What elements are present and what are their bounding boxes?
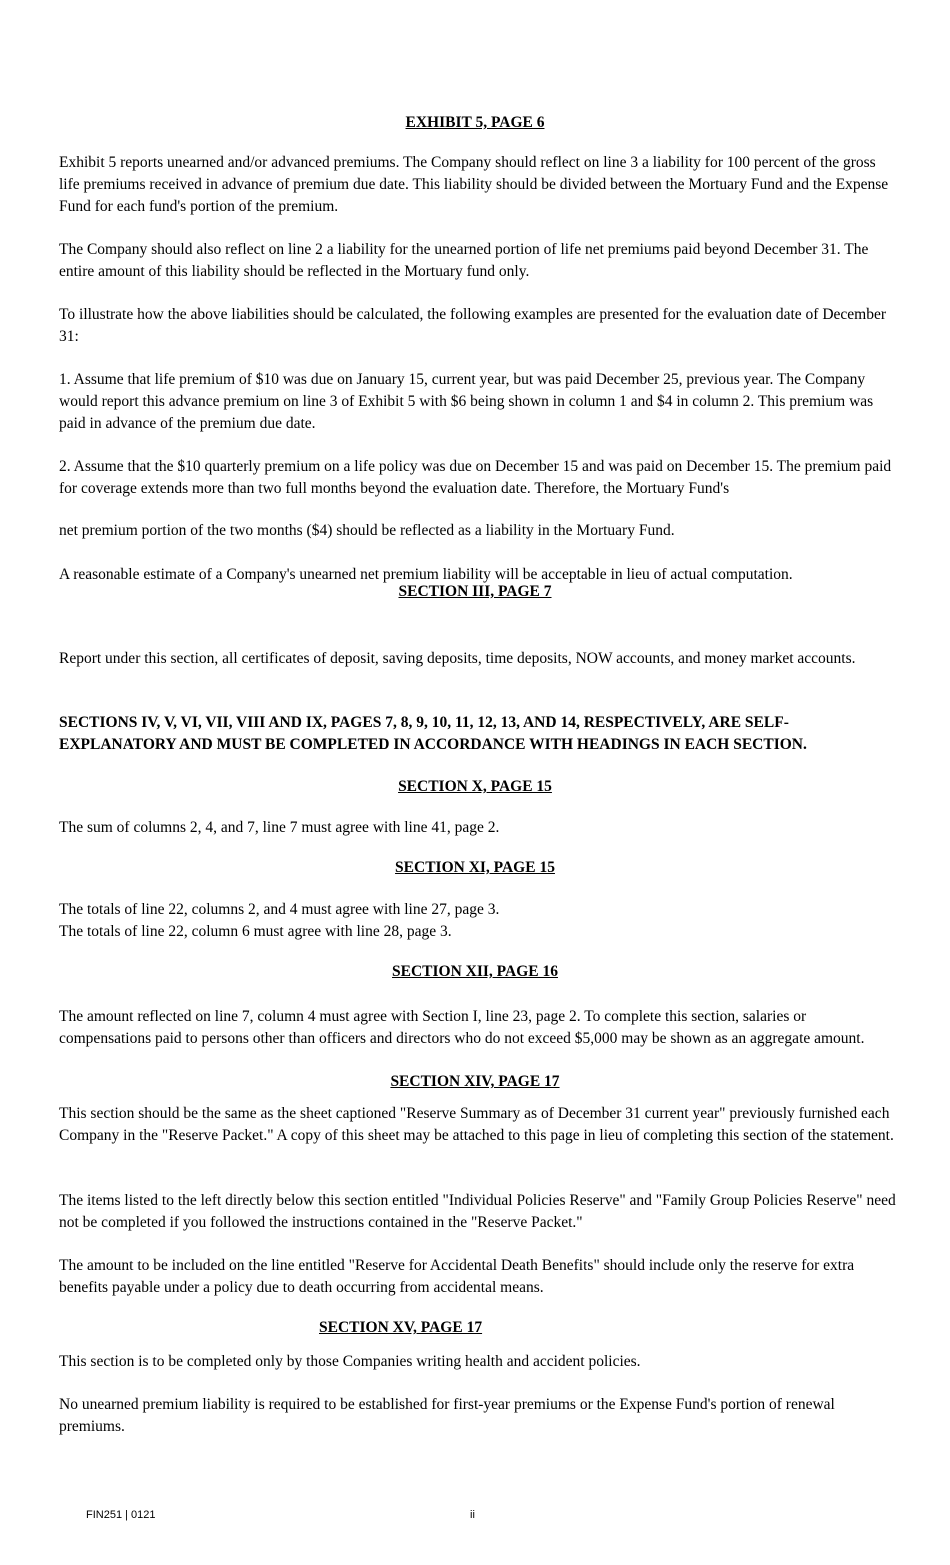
section-xi-paragraph: [59, 899, 899, 943]
section-x-paragraph: The sum of columns 2, 4, and 7, line 7 must agree with line 41, page 2.: [59, 819, 500, 836]
section-xiv-paragraph-3: The amount to be included on the line entitled "Reserve for Accidental Death Benefits" should include only the reserve for extra benefits payable under a policy due to death occurring from accidental means.: [59, 1257, 855, 1296]
sections-iv-ix-notice: SECTIONS IV, V, VI, VII, VIII AND IX, PAGES 7, 8, 9, 10, 11, 12, 13, AND 14, RESPECTIVELY, ARE SELF-EXPLANATORY AND MUST BE COMPLETED IN ACCORDANCE WITH HEADINGS IN EACH SECTION.: [59, 714, 807, 753]
footer-form-id: FIN251 | 0121: [86, 1509, 156, 1521]
exhibit-5-example-2-continued: net premium portion of the two months ($4) should be reflected as a liability in the Mortuary Fund.: [59, 522, 675, 539]
section-xv-heading: SECTION XV, PAGE 17: [319, 1319, 483, 1336]
section-xv-paragraph-2: No unearned premium liability is required to be established for first-year premiums or the Expense Fund's portion of renewal premiums.: [59, 1396, 835, 1435]
section-xiv-heading: SECTION XIV, PAGE 17: [390, 1073, 560, 1090]
exhibit-5-example-2: 2. Assume that the $10 quarterly premium on a life policy was due on December 15 and was paid on December 15. The premium paid for coverage extends more than two full months beyond the evaluation date. Therefore, the Mortuary Fund's: [59, 458, 892, 497]
section-x-heading: SECTION X, PAGE 15: [398, 778, 552, 795]
section-xi-line-1: The totals of line 22, columns 2, and 4 must agree with line 27, page 3.: [59, 901, 500, 918]
section-xii-heading: SECTION XII, PAGE 16: [392, 963, 558, 980]
section-xi-heading: SECTION XI, PAGE 15: [395, 859, 555, 876]
exhibit-5-paragraph-1: Exhibit 5 reports unearned and/or advanced premiums. The Company should reflect on line 3 a liability for 100 percent of the gross life premiums received in advance of premium due date. This liability should be divided between the Mortuary Fund and the Expense Fund for each fund's portion of the premium.: [59, 154, 889, 215]
exhibit-5-paragraph-2: The Company should also reflect on line 2 a liability for the unearned portion of life net premiums paid beyond December 31. The entire amount of this liability should be reflected in the Mortuary fund only.: [59, 241, 869, 280]
section-iii-paragraph: Report under this section, all certificates of deposit, saving deposits, time deposits, NOW accounts, and money market accounts.: [59, 650, 856, 667]
exhibit-5-paragraph-3: To illustrate how the above liabilities should be calculated, the following examples are presented for the evaluation date of December 31:: [59, 306, 887, 345]
exhibit-5-estimate-note: A reasonable estimate of a Company's unearned net premium liability will be acceptable in lieu of actual computation.: [59, 566, 793, 583]
section-xii-paragraph: The amount reflected on line 7, column 4 must agree with Section I, line 23, page 2. To complete this section, salaries or compensations paid to persons other than officers and directors who do not exceed $5,000 may be shown as an aggregate amount.: [59, 1008, 865, 1047]
section-iii-heading: SECTION III, PAGE 7: [398, 583, 552, 600]
footer-page-number: ii: [470, 1509, 475, 1521]
exhibit-5-heading: EXHIBIT 5, PAGE 6: [405, 114, 545, 131]
exhibit-5-example-1: 1. Assume that life premium of $10 was due on January 15, current year, but was paid December 25, previous year. The Company would report this advance premium on line 3 of Exhibit 5 with $6 being shown in column 1 and $4 in column 2. This premium was paid in advance of the premium due date.: [59, 371, 874, 432]
section-xiv-paragraph-1: This section should be the same as the sheet captioned "Reserve Summary as of December 31 current year" previously furnished each Company in the "Reserve Packet." A copy of this sheet may be attached to this page in lieu of completing this section of the statement.: [59, 1105, 894, 1144]
section-xv-paragraph-1: This section is to be completed only by those Companies writing health and accident policies.: [59, 1353, 641, 1370]
section-xi-line-2: The totals of line 22, column 6 must agree with line 28, page 3.: [59, 923, 452, 940]
section-xiv-paragraph-2: The items listed to the left directly below this section entitled "Individual Policies Reserve" and "Family Group Policies Reserve" need not be completed if you followed the instructions contained in the "Reserve Packet.": [59, 1192, 896, 1231]
